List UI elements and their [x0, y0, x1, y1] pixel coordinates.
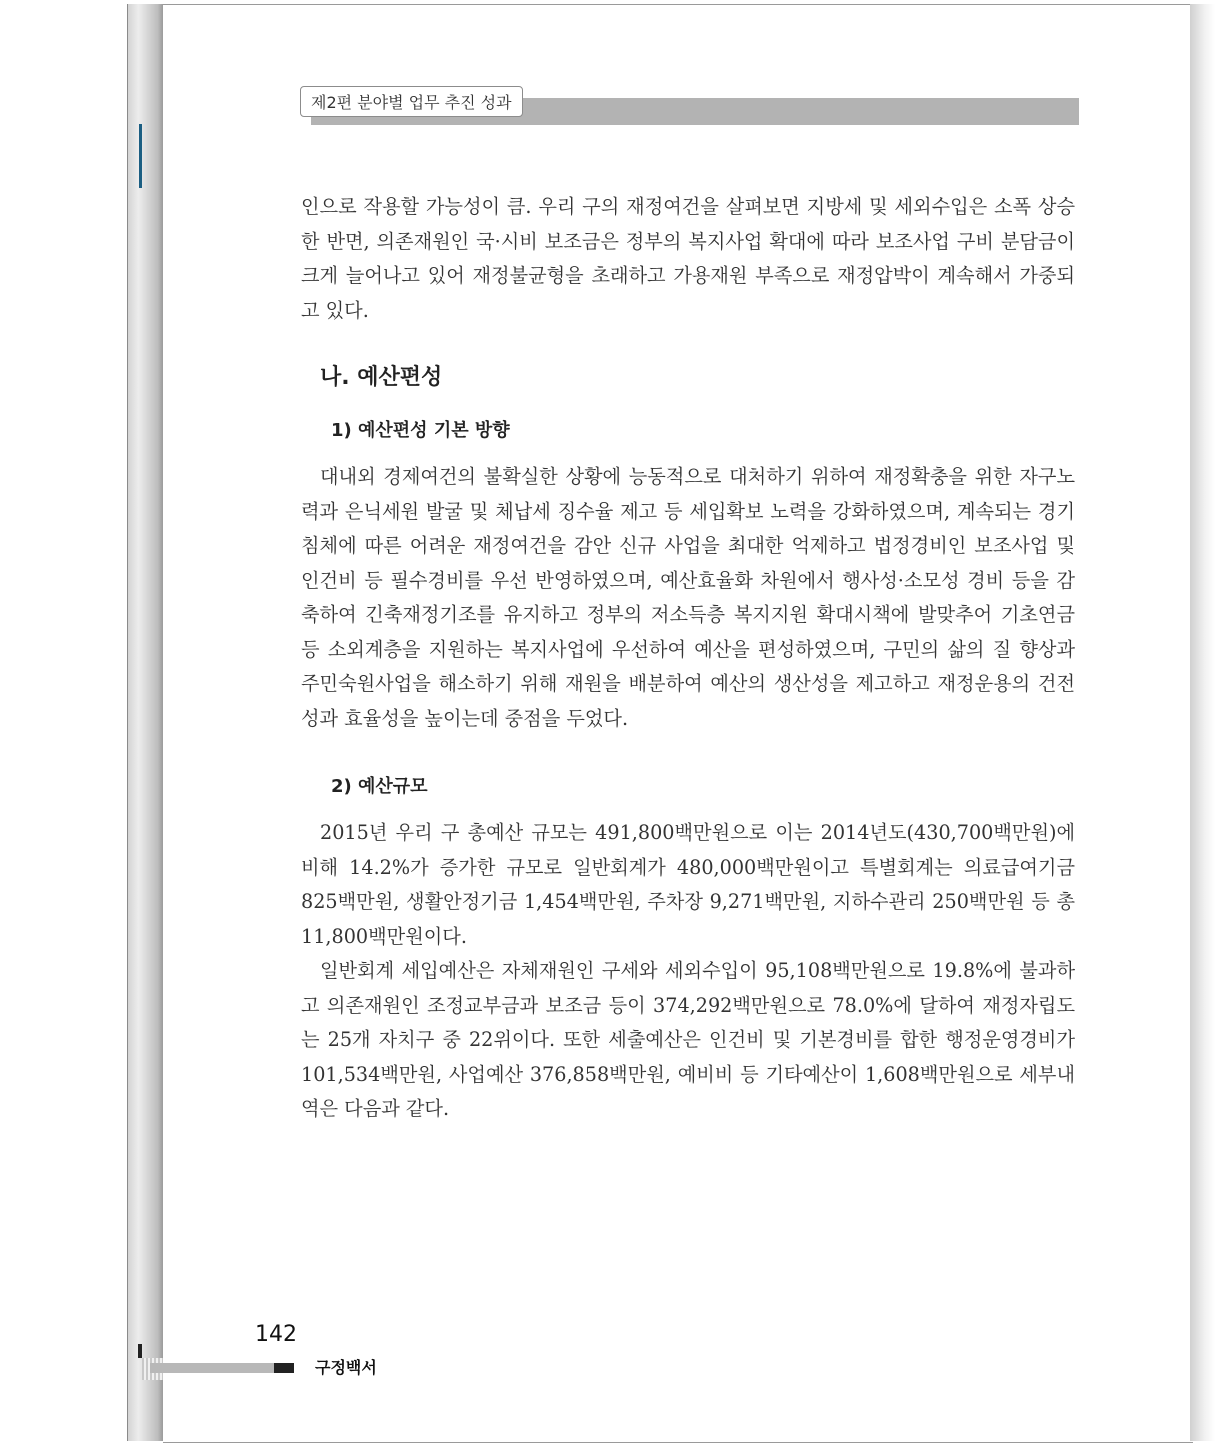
direction-paragraph: 대내외 경제여건의 불확실한 상황에 능동적으로 대처하기 위하여 재정확충을 위한 자구노력과 은닉세원 발굴 및 체납세 징수율 제고 등 세입확보 노력을 강화하였으며, 계속되는 경기침체에 따른 어려운 재정여건을 감안 신규 사업을 최대한 억제하고 법정경비인 보조사업 및 인건비 등 필수경비를 우선 반영하였으며, 예산효율화 차원에서 행사성·소모성 경비 등을 감축하여 긴축재정기조를 유지하고 정부의 저소득층 복지지원 확대시책에 발맞추어 기초연금 등 소외계층을 지원하는 복지사업에 우선하여 예산을 편성하였으며, 구민의 삶의 질 향상과 주민숙원사업을 해소하기 위해 재원을 배분하여 예산의 생산성을 제고하고 재정운용의 건전성과 효율성을 높이는데 중점을 두었다. — [301, 465, 1075, 730]
page-content — [301, 190, 1075, 1127]
book-title: 구정백서 — [315, 1358, 377, 1377]
edge-marker — [138, 1344, 142, 1358]
intro-paragraph: 인으로 작용할 가능성이 큼. 우리 구의 재정여건을 살펴보면 지방세 및 세외수입은 소폭 상승한 반면, 의존재원인 국·시비 보조금은 정부의 복지사업 확대에 따라 보조사업 구비 분담금이 크게 늘어나고 있어 재정불균형을 초래하고 가용재원 부족으로 재정압박이 계속해서 가중되고 있다. — [301, 195, 1075, 322]
footer-bar — [150, 1363, 274, 1373]
scale-paragraph-2: 일반회계 세입예산은 자체재원인 구세와 세외수입이 95,108백만원으로 19.8%에 불과하고 의존재원인 조정교부금과 보조금 등이 374,292백만원으로 78.0%에 달하여 재정자립도는 25개 자치구 중 22위이다. 또한 세출예산은 인건비 및 기본경비를 합한 행정운영경비가 101,534백만원, 사업예산 376,858백만원, 예비비 등 기타예산이 1,608백만원으로 세부내역은 다음과 같다. — [301, 959, 1075, 1120]
edge-marker — [139, 124, 142, 188]
section-header-label: 제2편 분야별 업무 추진 성과 — [300, 86, 523, 117]
subsection-title-scale: 2) 예산규모 — [331, 776, 428, 797]
section-title: 나. 예산편성 — [320, 365, 443, 390]
subsection-title-direction: 1) 예산편성 기본 방향 — [331, 420, 510, 441]
book-edge — [127, 4, 163, 1441]
scale-paragraph-1: 2015년 우리 구 총예산 규모는 491,800백만원으로 이는 2014년도(430,700백만원)에 비해 14.2%가 증가한 규모로 일반회계가 480,000백만원이고 특별회계는 의료급여기금 825백만원, 생활안정기금 1,454백만원, 주차장 9,271백만원, 지하수관리 250백만원 등 총 11,800백만원이다. — [301, 821, 1075, 948]
page-shadow — [1190, 4, 1215, 1441]
footer-block — [274, 1363, 294, 1373]
page-number: 142 — [255, 1322, 297, 1347]
